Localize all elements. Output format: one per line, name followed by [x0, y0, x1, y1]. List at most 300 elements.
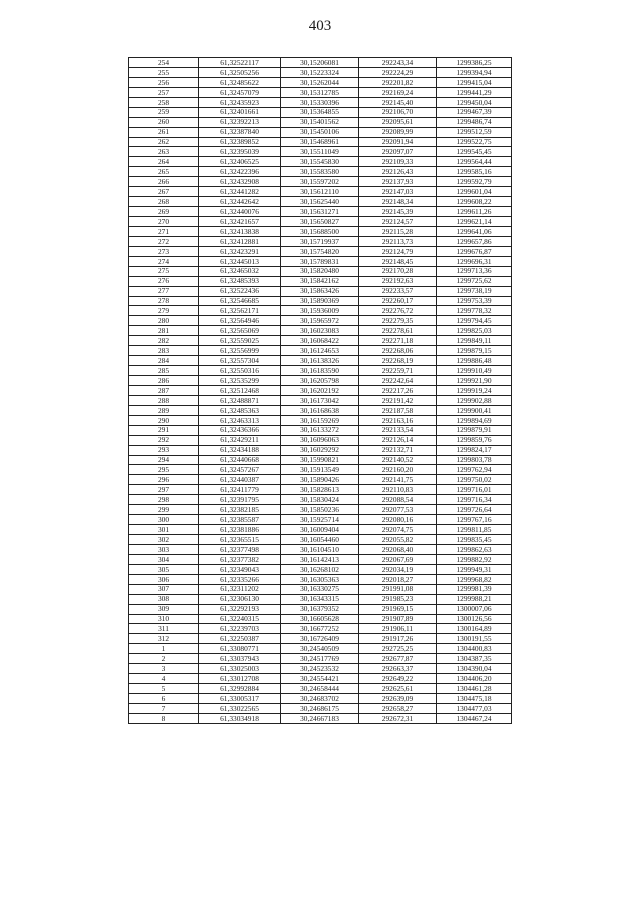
table-row [129, 87, 512, 97]
longitude-cell: 30,24554421 [281, 674, 359, 684]
point-number-cell: 276 [129, 276, 199, 286]
y-coordinate-cell: 1299486,74 [437, 117, 512, 127]
x-coordinate-cell: 292109,33 [359, 157, 437, 167]
y-coordinate-cell: 1299641,06 [437, 226, 512, 236]
x-coordinate-cell: 292663,37 [359, 664, 437, 674]
table-row [129, 395, 512, 405]
x-coordinate-cell: 292113,73 [359, 236, 437, 246]
longitude-cell: 30,16124653 [281, 346, 359, 356]
point-number-cell: 282 [129, 336, 199, 346]
x-coordinate-cell: 292126,43 [359, 167, 437, 177]
table-row [129, 475, 512, 485]
longitude-cell: 30,15754820 [281, 246, 359, 256]
coordinates-table [128, 57, 512, 724]
table-row [129, 177, 512, 187]
table-row [129, 117, 512, 127]
x-coordinate-cell: 292110,83 [359, 485, 437, 495]
table-row [129, 157, 512, 167]
point-number-cell: 3 [129, 664, 199, 674]
longitude-cell: 30,15401562 [281, 117, 359, 127]
latitude-cell: 61,32306130 [199, 594, 281, 604]
table-row [129, 405, 512, 415]
page-number: 403 [308, 18, 332, 34]
latitude-cell: 61,32382185 [199, 505, 281, 515]
y-coordinate-cell: 1299601,04 [437, 187, 512, 197]
table-row [129, 664, 512, 674]
point-number-cell: 301 [129, 525, 199, 535]
table-row [129, 535, 512, 545]
table-row [129, 187, 512, 197]
longitude-cell: 30,16305363 [281, 574, 359, 584]
y-coordinate-cell: 1299902,88 [437, 395, 512, 405]
latitude-cell: 61,32440076 [199, 207, 281, 217]
latitude-cell: 61,32505256 [199, 67, 281, 77]
point-number-cell: 305 [129, 564, 199, 574]
point-number-cell: 306 [129, 574, 199, 584]
y-coordinate-cell: 1299767,16 [437, 515, 512, 525]
x-coordinate-cell: 292137,93 [359, 177, 437, 187]
point-number-cell: 307 [129, 584, 199, 594]
y-coordinate-cell: 1299608,22 [437, 197, 512, 207]
x-coordinate-cell: 292163,16 [359, 415, 437, 425]
y-coordinate-cell: 1299825,03 [437, 326, 512, 336]
longitude-cell: 30,15820480 [281, 266, 359, 276]
latitude-cell: 61,32522117 [199, 58, 281, 68]
table-row [129, 713, 512, 723]
table-row [129, 77, 512, 87]
longitude-cell: 30,15625440 [281, 197, 359, 207]
y-coordinate-cell: 1299824,17 [437, 445, 512, 455]
latitude-cell: 61,32377382 [199, 554, 281, 564]
longitude-cell: 30,15890426 [281, 475, 359, 485]
y-coordinate-cell: 1299657,86 [437, 236, 512, 246]
latitude-cell: 61,32488871 [199, 395, 281, 405]
point-number-cell: 277 [129, 286, 199, 296]
longitude-cell: 30,15330396 [281, 97, 359, 107]
point-number-cell: 278 [129, 296, 199, 306]
x-coordinate-cell: 292276,72 [359, 306, 437, 316]
point-number-cell: 259 [129, 107, 199, 117]
longitude-cell: 30,15863426 [281, 286, 359, 296]
longitude-cell: 30,24683702 [281, 694, 359, 704]
x-coordinate-cell: 292672,31 [359, 713, 437, 723]
longitude-cell: 30,16023083 [281, 326, 359, 336]
table-row [129, 674, 512, 684]
point-number-cell: 272 [129, 236, 199, 246]
latitude-cell: 61,32421657 [199, 217, 281, 227]
point-number-cell: 257 [129, 87, 199, 97]
y-coordinate-cell: 1299696,31 [437, 256, 512, 266]
x-coordinate-cell: 291917,26 [359, 634, 437, 644]
table-row [129, 634, 512, 644]
longitude-cell: 30,15650827 [281, 217, 359, 227]
y-coordinate-cell: 1299545,45 [437, 147, 512, 157]
point-number-cell: 294 [129, 455, 199, 465]
table-row [129, 286, 512, 296]
longitude-cell: 30,24667183 [281, 713, 359, 723]
point-number-cell: 255 [129, 67, 199, 77]
longitude-cell: 30,15850236 [281, 505, 359, 515]
table-row [129, 356, 512, 366]
point-number-cell: 310 [129, 614, 199, 624]
latitude-cell: 61,33022565 [199, 703, 281, 713]
y-coordinate-cell: 1299585,16 [437, 167, 512, 177]
table-row [129, 525, 512, 535]
point-number-cell: 311 [129, 624, 199, 634]
point-number-cell: 266 [129, 177, 199, 187]
x-coordinate-cell: 292259,71 [359, 366, 437, 376]
x-coordinate-cell: 292268,19 [359, 356, 437, 366]
longitude-cell: 30,24517769 [281, 654, 359, 664]
table-row [129, 644, 512, 654]
table-row [129, 376, 512, 386]
longitude-cell: 30,15789831 [281, 256, 359, 266]
x-coordinate-cell: 292191,42 [359, 395, 437, 405]
table-row [129, 316, 512, 326]
longitude-cell: 30,15719937 [281, 236, 359, 246]
x-coordinate-cell: 292106,70 [359, 107, 437, 117]
x-coordinate-cell: 292124,79 [359, 246, 437, 256]
point-number-cell: 274 [129, 256, 199, 266]
latitude-cell: 61,32381886 [199, 525, 281, 535]
table-row [129, 515, 512, 525]
latitude-cell: 61,32429211 [199, 435, 281, 445]
x-coordinate-cell: 292115,28 [359, 226, 437, 236]
table-row [129, 554, 512, 564]
table-row [129, 67, 512, 77]
x-coordinate-cell: 292055,82 [359, 535, 437, 545]
table-row [129, 564, 512, 574]
table-row [129, 485, 512, 495]
point-number-cell: 265 [129, 167, 199, 177]
x-coordinate-cell: 291985,23 [359, 594, 437, 604]
table-row [129, 614, 512, 624]
latitude-cell: 61,32441282 [199, 187, 281, 197]
point-number-cell: 300 [129, 515, 199, 525]
table-row [129, 505, 512, 515]
longitude-cell: 30,24523532 [281, 664, 359, 674]
point-number-cell: 295 [129, 465, 199, 475]
point-number-cell: 303 [129, 544, 199, 554]
longitude-cell: 30,15842162 [281, 276, 359, 286]
y-coordinate-cell: 1299778,32 [437, 306, 512, 316]
point-number-cell: 8 [129, 713, 199, 723]
latitude-cell: 61,32442642 [199, 197, 281, 207]
longitude-cell: 30,16379352 [281, 604, 359, 614]
latitude-cell: 61,32292193 [199, 604, 281, 614]
point-number-cell: 269 [129, 207, 199, 217]
latitude-cell: 61,33012708 [199, 674, 281, 684]
x-coordinate-cell: 292187,58 [359, 405, 437, 415]
x-coordinate-cell: 292625,61 [359, 684, 437, 694]
x-coordinate-cell: 292068,40 [359, 544, 437, 554]
y-coordinate-cell: 1299968,82 [437, 574, 512, 584]
longitude-cell: 30,16009404 [281, 525, 359, 535]
latitude-cell: 61,32239703 [199, 624, 281, 634]
y-coordinate-cell: 1304390,04 [437, 664, 512, 674]
latitude-cell: 61,32412881 [199, 236, 281, 246]
latitude-cell: 61,32992884 [199, 684, 281, 694]
coordinates-table-body [129, 58, 512, 724]
point-number-cell: 290 [129, 415, 199, 425]
latitude-cell: 61,32391795 [199, 495, 281, 505]
point-number-cell: 261 [129, 127, 199, 137]
table-row [129, 266, 512, 276]
x-coordinate-cell: 292095,61 [359, 117, 437, 127]
point-number-cell: 256 [129, 77, 199, 87]
x-coordinate-cell: 292224,29 [359, 67, 437, 77]
longitude-cell: 30,16173042 [281, 395, 359, 405]
longitude-cell: 30,16677252 [281, 624, 359, 634]
latitude-cell: 61,32512468 [199, 385, 281, 395]
point-number-cell: 279 [129, 306, 199, 316]
y-coordinate-cell: 1299862,63 [437, 544, 512, 554]
x-coordinate-cell: 292097,07 [359, 147, 437, 157]
y-coordinate-cell: 1300191,55 [437, 634, 512, 644]
latitude-cell: 61,32463313 [199, 415, 281, 425]
latitude-cell: 61,32485622 [199, 77, 281, 87]
table-row [129, 544, 512, 554]
point-number-cell: 271 [129, 226, 199, 236]
y-coordinate-cell: 1299900,41 [437, 405, 512, 415]
latitude-cell: 61,32432908 [199, 177, 281, 187]
longitude-cell: 30,16168638 [281, 405, 359, 415]
table-row [129, 465, 512, 475]
longitude-cell: 30,24540509 [281, 644, 359, 654]
x-coordinate-cell: 292089,99 [359, 127, 437, 137]
y-coordinate-cell: 1299415,04 [437, 77, 512, 87]
x-coordinate-cell: 292148,45 [359, 256, 437, 266]
latitude-cell: 61,32565069 [199, 326, 281, 336]
x-coordinate-cell: 292124,57 [359, 217, 437, 227]
longitude-cell: 30,15312785 [281, 87, 359, 97]
latitude-cell: 61,32562171 [199, 306, 281, 316]
latitude-cell: 61,32422396 [199, 167, 281, 177]
longitude-cell: 30,15965972 [281, 316, 359, 326]
table-row [129, 445, 512, 455]
latitude-cell: 61,32389852 [199, 137, 281, 147]
x-coordinate-cell: 292091,94 [359, 137, 437, 147]
y-coordinate-cell: 1299981,39 [437, 584, 512, 594]
table-row [129, 107, 512, 117]
table-row [129, 97, 512, 107]
y-coordinate-cell: 1299879,91 [437, 425, 512, 435]
table-row [129, 495, 512, 505]
point-number-cell: 284 [129, 356, 199, 366]
table-row [129, 346, 512, 356]
x-coordinate-cell: 292192,63 [359, 276, 437, 286]
latitude-cell: 61,32401661 [199, 107, 281, 117]
y-coordinate-cell: 1299676,87 [437, 246, 512, 256]
y-coordinate-cell: 1304406,20 [437, 674, 512, 684]
x-coordinate-cell: 292088,54 [359, 495, 437, 505]
point-number-cell: 288 [129, 395, 199, 405]
longitude-cell: 30,15913549 [281, 465, 359, 475]
table-row [129, 336, 512, 346]
latitude-cell: 61,32335266 [199, 574, 281, 584]
x-coordinate-cell: 292677,87 [359, 654, 437, 664]
x-coordinate-cell: 292148,34 [359, 197, 437, 207]
point-number-cell: 268 [129, 197, 199, 207]
x-coordinate-cell: 292242,64 [359, 376, 437, 386]
y-coordinate-cell: 1299467,39 [437, 107, 512, 117]
longitude-cell: 30,16343315 [281, 594, 359, 604]
y-coordinate-cell: 1299859,76 [437, 435, 512, 445]
y-coordinate-cell: 1299394,94 [437, 67, 512, 77]
latitude-cell: 61,32423291 [199, 246, 281, 256]
longitude-cell: 30,15206081 [281, 58, 359, 68]
point-number-cell: 273 [129, 246, 199, 256]
point-number-cell: 283 [129, 346, 199, 356]
point-number-cell: 258 [129, 97, 199, 107]
y-coordinate-cell: 1299919,24 [437, 385, 512, 395]
longitude-cell: 30,15890369 [281, 296, 359, 306]
x-coordinate-cell: 291991,08 [359, 584, 437, 594]
longitude-cell: 30,16605628 [281, 614, 359, 624]
y-coordinate-cell: 1299988,21 [437, 594, 512, 604]
x-coordinate-cell: 292080,16 [359, 515, 437, 525]
x-coordinate-cell: 292034,19 [359, 564, 437, 574]
table-row [129, 624, 512, 634]
table-row [129, 276, 512, 286]
point-number-cell: 286 [129, 376, 199, 386]
x-coordinate-cell: 292639,09 [359, 694, 437, 704]
table-row [129, 207, 512, 217]
x-coordinate-cell: 292145,40 [359, 97, 437, 107]
point-number-cell: 4 [129, 674, 199, 684]
longitude-cell: 30,15545830 [281, 157, 359, 167]
x-coordinate-cell: 292067,69 [359, 554, 437, 564]
point-number-cell: 296 [129, 475, 199, 485]
x-coordinate-cell: 292243,34 [359, 58, 437, 68]
longitude-cell: 30,16202192 [281, 385, 359, 395]
latitude-cell: 61,33037943 [199, 654, 281, 664]
y-coordinate-cell: 1299803,78 [437, 455, 512, 465]
point-number-cell: 299 [129, 505, 199, 515]
point-number-cell: 5 [129, 684, 199, 694]
y-coordinate-cell: 1299882,92 [437, 554, 512, 564]
x-coordinate-cell: 292074,75 [359, 525, 437, 535]
latitude-cell: 61,32557304 [199, 356, 281, 366]
table-row [129, 703, 512, 713]
y-coordinate-cell: 1299886,48 [437, 356, 512, 366]
latitude-cell: 61,33034918 [199, 713, 281, 723]
y-coordinate-cell: 1299621,14 [437, 217, 512, 227]
point-number-cell: 281 [129, 326, 199, 336]
table-row [129, 425, 512, 435]
latitude-cell: 61,32392213 [199, 117, 281, 127]
y-coordinate-cell: 1304467,24 [437, 713, 512, 723]
longitude-cell: 30,15223324 [281, 67, 359, 77]
latitude-cell: 61,32485363 [199, 405, 281, 415]
table-row [129, 594, 512, 604]
point-number-cell: 292 [129, 435, 199, 445]
x-coordinate-cell: 292141,75 [359, 475, 437, 485]
latitude-cell: 61,32550316 [199, 366, 281, 376]
point-number-cell: 1 [129, 644, 199, 654]
y-coordinate-cell: 1299762,94 [437, 465, 512, 475]
table-row [129, 694, 512, 704]
longitude-cell: 30,16159269 [281, 415, 359, 425]
longitude-cell: 30,15990821 [281, 455, 359, 465]
x-coordinate-cell: 292217,26 [359, 385, 437, 395]
latitude-cell: 61,32413838 [199, 226, 281, 236]
x-coordinate-cell: 292170,28 [359, 266, 437, 276]
point-number-cell: 309 [129, 604, 199, 614]
point-number-cell: 285 [129, 366, 199, 376]
latitude-cell: 61,33005317 [199, 694, 281, 704]
longitude-cell: 30,16268102 [281, 564, 359, 574]
x-coordinate-cell: 292725,25 [359, 644, 437, 654]
y-coordinate-cell: 1304477,03 [437, 703, 512, 713]
x-coordinate-cell: 292268,06 [359, 346, 437, 356]
x-coordinate-cell: 292658,27 [359, 703, 437, 713]
x-coordinate-cell: 292271,18 [359, 336, 437, 346]
y-coordinate-cell: 1299564,44 [437, 157, 512, 167]
latitude-cell: 61,32535299 [199, 376, 281, 386]
x-coordinate-cell: 292132,71 [359, 445, 437, 455]
y-coordinate-cell: 1299611,26 [437, 207, 512, 217]
x-coordinate-cell: 292649,22 [359, 674, 437, 684]
latitude-cell: 61,32465032 [199, 266, 281, 276]
y-coordinate-cell: 1299450,04 [437, 97, 512, 107]
y-coordinate-cell: 1299726,64 [437, 505, 512, 515]
longitude-cell: 30,15262044 [281, 77, 359, 87]
point-number-cell: 270 [129, 217, 199, 227]
y-coordinate-cell: 1299592,79 [437, 177, 512, 187]
longitude-cell: 30,16138326 [281, 356, 359, 366]
latitude-cell: 61,32440668 [199, 455, 281, 465]
longitude-cell: 30,16726409 [281, 634, 359, 644]
latitude-cell: 61,32564946 [199, 316, 281, 326]
x-coordinate-cell: 292278,61 [359, 326, 437, 336]
y-coordinate-cell: 1299879,15 [437, 346, 512, 356]
latitude-cell: 61,33025003 [199, 664, 281, 674]
longitude-cell: 30,15936009 [281, 306, 359, 316]
point-number-cell: 263 [129, 147, 199, 157]
longitude-cell: 30,24658444 [281, 684, 359, 694]
latitude-cell: 61,32436366 [199, 425, 281, 435]
table-row [129, 604, 512, 614]
x-coordinate-cell: 292133,54 [359, 425, 437, 435]
y-coordinate-cell: 1299512,59 [437, 127, 512, 137]
longitude-cell: 30,16054460 [281, 535, 359, 545]
y-coordinate-cell: 1299811,85 [437, 525, 512, 535]
longitude-cell: 30,16104510 [281, 544, 359, 554]
y-coordinate-cell: 1304461,28 [437, 684, 512, 694]
latitude-cell: 61,33080771 [199, 644, 281, 654]
y-coordinate-cell: 1300164,89 [437, 624, 512, 634]
latitude-cell: 61,32559025 [199, 336, 281, 346]
longitude-cell: 30,16142413 [281, 554, 359, 564]
table-row [129, 584, 512, 594]
longitude-cell: 30,16029292 [281, 445, 359, 455]
latitude-cell: 61,32435923 [199, 97, 281, 107]
y-coordinate-cell: 1299894,69 [437, 415, 512, 425]
x-coordinate-cell: 292018,27 [359, 574, 437, 584]
table-row [129, 306, 512, 316]
point-number-cell: 254 [129, 58, 199, 68]
y-coordinate-cell: 1299713,36 [437, 266, 512, 276]
y-coordinate-cell: 1300126,56 [437, 614, 512, 624]
longitude-cell: 30,15450106 [281, 127, 359, 137]
y-coordinate-cell: 1299441,29 [437, 87, 512, 97]
y-coordinate-cell: 1299386,25 [437, 58, 512, 68]
table-row [129, 197, 512, 207]
longitude-cell: 30,16183590 [281, 366, 359, 376]
x-coordinate-cell: 292140,52 [359, 455, 437, 465]
x-coordinate-cell: 292260,17 [359, 296, 437, 306]
